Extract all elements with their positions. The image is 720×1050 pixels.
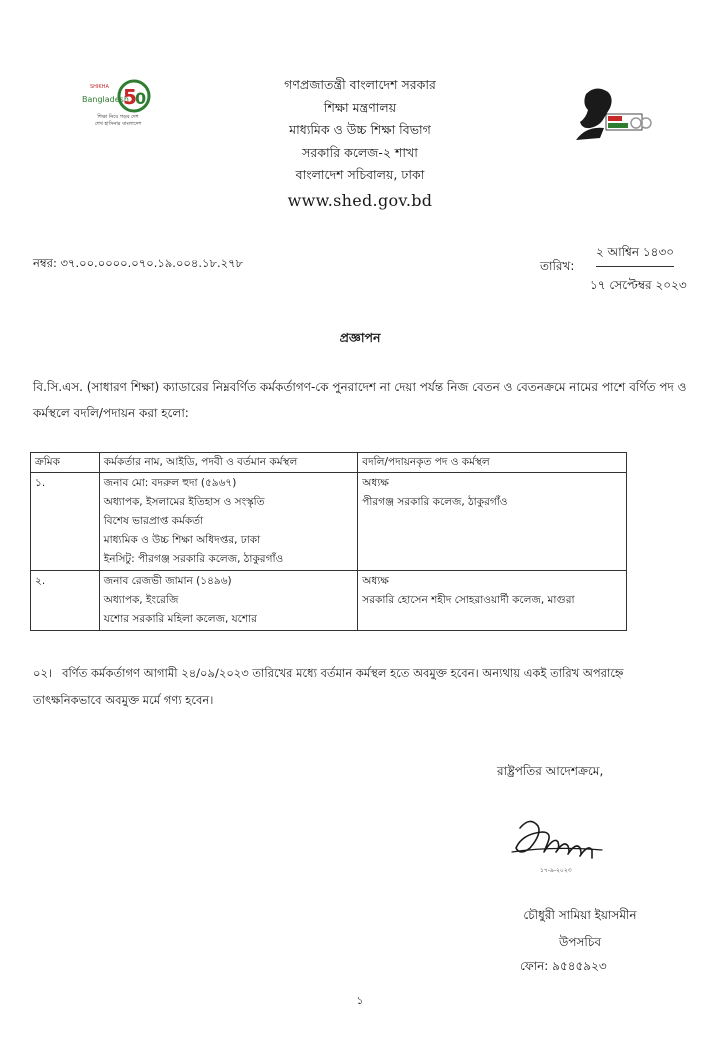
row-posting <box>358 571 627 631</box>
signer-block <box>500 902 660 956</box>
svg-text:5: 5 <box>123 85 137 109</box>
paragraph-text: বর্ণিত কর্মকর্তাগণ আগামী ২৪/০৯/২০২৩ তারিখের মধ্যে বর্তমান কর্মস্থল হতে অবমুক্ত হবেন। অন্যথায় একই তারিখ অপরাহ্নে তাৎক্ষনিকভাবে অবমুক্ত মর্মে গণ্য হবেন। <box>33 666 624 707</box>
table-row <box>31 473 627 571</box>
signer-title: উপসচিব <box>558 935 601 949</box>
signature-date: ১৭-৯-২০২৩ <box>540 867 572 874</box>
notice-title: প্রজ্ঞাপন <box>339 330 381 345</box>
government-name: গণপ্রজাতন্ত্রী বাংলাদেশ সরকার <box>284 77 436 92</box>
officer-designation: অধ্যাপক, ইংরেজি <box>103 594 179 606</box>
officer-name: জনাব রেজভী জামান (১৪৯৬) <box>103 575 232 587</box>
phone-number: ফোন: ৯৫৪৫৯২৩ <box>520 959 607 973</box>
officer-role: বিশেষ ভারপ্রাপ্ত কর্মকর্তা <box>103 515 204 527</box>
bangladesh-50-years-logo-icon <box>78 76 158 136</box>
row-officer <box>99 571 358 631</box>
officer-office: যশোর সরকারি মহিলা কলেজ, যশোর <box>103 613 257 625</box>
office-address: বাংলাদেশ সচিবালয়, ঢাকা <box>295 167 425 182</box>
officer-name: জনাব মো: বদরুল হুদা (৫৯৬৭) <box>103 477 237 489</box>
posting-place: পীরগঞ্জ সরকারি কলেজ, ঠাকুরগাঁও <box>362 496 508 508</box>
header-posting: বদলি/পদায়নকৃত পদ ও কর্মস্থল <box>358 453 627 473</box>
release-paragraph <box>33 660 693 714</box>
date-label: তারিখ: <box>540 259 575 273</box>
letterhead <box>200 74 520 215</box>
table-header-row <box>31 453 627 473</box>
page-number: ১ <box>356 994 364 1007</box>
signer-name: চৌধুরী সামিয়া ইয়াসমীন <box>523 908 637 922</box>
row-posting <box>358 473 627 571</box>
posting-title: অধ্যক্ষ <box>362 575 389 587</box>
section-name: সরকারি কলেজ-২ শাখা <box>302 144 418 160</box>
header-officer: কর্মকর্তার নাম, আইডি, পদবী ও বর্তমান কর্মস্থল <box>99 453 358 473</box>
mujib-centenary-logo-icon <box>568 80 658 146</box>
svg-text:0: 0 <box>135 89 147 108</box>
division-name: মাধ্যমিক ও উচ্চ শিক্ষা বিভাগ <box>289 122 431 137</box>
row-officer <box>99 473 358 571</box>
posting-place: সরকারি হোসেন শহীদ সোহরাওয়ার্দী কলেজ, মাগুরা <box>362 594 575 606</box>
logo-caption-line2: শেখ হাসিনার বাংলাদেশ <box>94 121 142 127</box>
paragraph-number: ০২। <box>33 666 53 680</box>
signature-image <box>508 808 628 868</box>
posting-title: অধ্যক্ষ <box>362 477 389 489</box>
date-gregorian: ১৭ সেপ্টেম্বর ২০২৩ <box>590 278 687 292</box>
presidential-order: রাষ্ট্রপতির আদেশক্রমে, <box>497 764 604 778</box>
header-serial: ক্রমিক <box>31 453 100 473</box>
intro-paragraph: বি.সি.এস. (সাধারণ শিক্ষা) ক্যাডারের নিম্নবর্ণিত কর্মকর্তাগণ-কে পুনরাদেশ না দেয়া পর্যন্ত নিজ বেতন ও বেতনক্রমে নামের পাশে বর্ণিত পদ ও কর্মস্থলে বদলি/পদায়ন করা হলো: <box>33 380 687 420</box>
officer-designation: অধ্যাপক, ইসলামের ইতিহাস ও সংস্কৃতি <box>103 496 265 508</box>
row-serial: ২. <box>31 571 100 631</box>
date-bengali: ২ আশ্বিন ১৪৩০ <box>596 244 674 267</box>
officer-insitu: ইনসিটু: পীরগঞ্জ সরকারি কলেজ, ঠাকুরগাঁও <box>103 553 284 565</box>
svg-text:Bangladesh: Bangladesh <box>82 95 129 104</box>
ministry-name: শিক্ষা মন্ত্রণালয় <box>323 99 397 115</box>
website-link[interactable]: www.shed.gov.bd <box>287 190 433 210</box>
svg-text:SHIKHA: SHIKHA <box>90 84 109 90</box>
officer-office: মাধ্যমিক ও উচ্চ শিক্ষা অধিদপ্তর, ঢাকা <box>103 534 261 546</box>
memo-number: নম্বর: ৩৭.০০.০০০০.০৭০.১৯.০০৪.১৮.২৭৮ <box>33 256 244 270</box>
row-serial: ১. <box>31 473 100 571</box>
table-row <box>31 571 627 631</box>
logo-caption-line1: শিক্ষা নিয়ে গড়ব দেশ <box>97 114 139 120</box>
transfer-table <box>30 452 627 631</box>
